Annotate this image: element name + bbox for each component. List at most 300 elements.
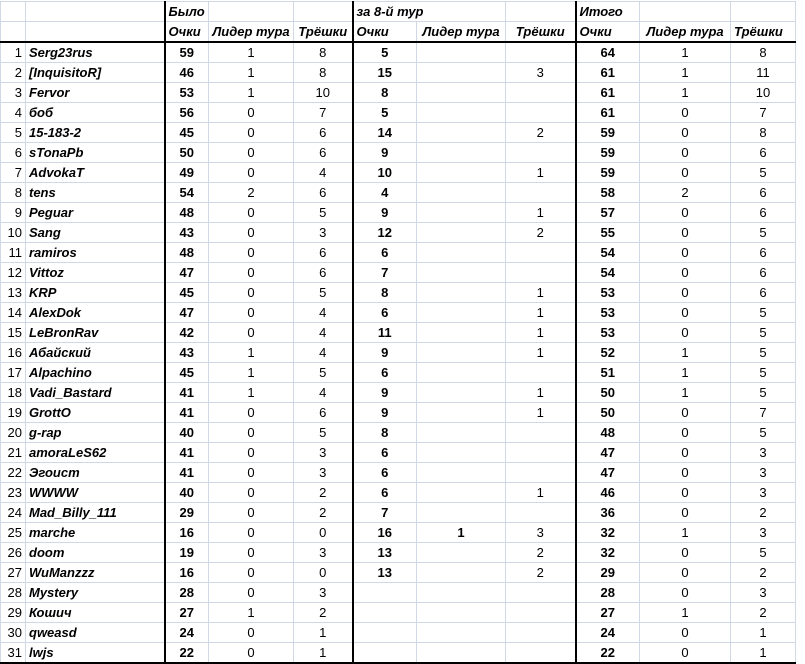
before-threes-cell[interactable]: 4 (294, 303, 353, 323)
round-points-cell[interactable] (353, 603, 417, 623)
total-threes-cell[interactable]: 7 (731, 103, 796, 123)
before-points-cell[interactable]: 45 (165, 283, 209, 303)
round-points-cell[interactable] (353, 643, 417, 664)
round-leader-cell[interactable] (417, 323, 506, 343)
total-points-cell[interactable]: 51 (576, 363, 640, 383)
round-threes-cell[interactable] (506, 583, 576, 603)
total-points-cell[interactable]: 48 (576, 423, 640, 443)
total-points-cell[interactable]: 54 (576, 263, 640, 283)
total-points-cell[interactable]: 57 (576, 203, 640, 223)
total-threes-cell[interactable]: 3 (731, 523, 796, 543)
total-leader-cell[interactable]: 0 (640, 203, 731, 223)
total-points-cell[interactable]: 32 (576, 543, 640, 563)
before-points-cell[interactable]: 41 (165, 403, 209, 423)
total-points-cell[interactable]: 52 (576, 343, 640, 363)
player-name-cell[interactable]: боб (26, 103, 165, 123)
player-name-cell[interactable]: Mad_Billy_111 (26, 503, 165, 523)
total-points-cell[interactable]: 61 (576, 63, 640, 83)
total-points-cell[interactable]: 59 (576, 163, 640, 183)
round-points-cell[interactable]: 6 (353, 483, 417, 503)
round-leader-cell[interactable] (417, 563, 506, 583)
round-leader-cell[interactable] (417, 443, 506, 463)
row-number-cell[interactable]: 28 (1, 583, 26, 603)
total-threes-cell[interactable]: 5 (731, 343, 796, 363)
player-name-cell[interactable]: AlexDok (26, 303, 165, 323)
round-points-cell[interactable]: 6 (353, 463, 417, 483)
before-threes-cell[interactable]: 3 (294, 443, 353, 463)
before-points-header[interactable]: Очки (165, 22, 209, 43)
player-name-cell[interactable]: Serg23rus (26, 42, 165, 63)
before-threes-cell[interactable]: 4 (294, 343, 353, 363)
total-threes-cell[interactable]: 5 (731, 363, 796, 383)
total-points-cell[interactable]: 47 (576, 443, 640, 463)
round-leader-cell[interactable] (417, 543, 506, 563)
total-leader-cell[interactable]: 0 (640, 283, 731, 303)
before-leader-cell[interactable]: 0 (209, 303, 294, 323)
player-name-cell[interactable]: Абайский (26, 343, 165, 363)
total-threes-cell[interactable]: 11 (731, 63, 796, 83)
round-threes-cell[interactable] (506, 243, 576, 263)
before-points-cell[interactable]: 50 (165, 143, 209, 163)
round-threes-cell[interactable] (506, 503, 576, 523)
before-leader-cell[interactable]: 0 (209, 443, 294, 463)
row-number-cell[interactable]: 29 (1, 603, 26, 623)
round-threes-cell[interactable] (506, 443, 576, 463)
total-points-cell[interactable]: 46 (576, 483, 640, 503)
player-name-cell[interactable]: tens (26, 183, 165, 203)
before-leader-cell[interactable]: 0 (209, 623, 294, 643)
round-points-cell[interactable]: 7 (353, 263, 417, 283)
total-leader-cell[interactable]: 1 (640, 343, 731, 363)
round-leader-cell[interactable] (417, 283, 506, 303)
player-name-cell[interactable]: Sang (26, 223, 165, 243)
round-points-cell[interactable]: 6 (353, 443, 417, 463)
before-leader-cell[interactable]: 0 (209, 583, 294, 603)
before-leader-cell[interactable]: 1 (209, 343, 294, 363)
total-threes-cell[interactable]: 3 (731, 463, 796, 483)
round-points-cell[interactable]: 6 (353, 363, 417, 383)
total-points-cell[interactable]: 50 (576, 403, 640, 423)
round-points-cell[interactable] (353, 623, 417, 643)
before-threes-cell[interactable]: 1 (294, 623, 353, 643)
before-threes-cell[interactable]: 2 (294, 503, 353, 523)
round-points-cell[interactable]: 9 (353, 383, 417, 403)
before-leader-cell[interactable]: 0 (209, 163, 294, 183)
total-points-cell[interactable]: 54 (576, 243, 640, 263)
before-leader-cell[interactable]: 0 (209, 283, 294, 303)
round-threes-cell[interactable]: 1 (506, 303, 576, 323)
round-leader-cell[interactable] (417, 403, 506, 423)
row-number-cell[interactable]: 31 (1, 643, 26, 664)
round-threes-cell[interactable]: 1 (506, 383, 576, 403)
group-total-header[interactable]: Итого (576, 2, 640, 22)
total-leader-cell[interactable]: 1 (640, 603, 731, 623)
before-points-cell[interactable]: 24 (165, 623, 209, 643)
before-threes-cell[interactable]: 0 (294, 563, 353, 583)
total-points-cell[interactable]: 32 (576, 523, 640, 543)
before-leader-cell[interactable]: 0 (209, 643, 294, 664)
round-leader-cell[interactable] (417, 143, 506, 163)
round-points-cell[interactable]: 9 (353, 203, 417, 223)
row-number-cell[interactable]: 15 (1, 323, 26, 343)
round-points-cell[interactable]: 6 (353, 303, 417, 323)
before-threes-cell[interactable]: 5 (294, 283, 353, 303)
round-leader-cell[interactable] (417, 83, 506, 103)
player-name-cell[interactable]: Fervor (26, 83, 165, 103)
round-points-cell[interactable]: 8 (353, 283, 417, 303)
round-leader-cell[interactable] (417, 123, 506, 143)
before-threes-cell[interactable]: 4 (294, 383, 353, 403)
round-leader-cell[interactable] (417, 163, 506, 183)
round-points-cell[interactable]: 9 (353, 403, 417, 423)
before-threes-cell[interactable]: 4 (294, 323, 353, 343)
player-name-cell[interactable]: GrottO (26, 403, 165, 423)
total-points-header[interactable]: Очки (576, 22, 640, 43)
round-points-cell[interactable]: 14 (353, 123, 417, 143)
total-threes-cell[interactable]: 5 (731, 163, 796, 183)
total-leader-cell[interactable]: 2 (640, 183, 731, 203)
player-name-cell[interactable]: Vittoz (26, 263, 165, 283)
row-number-cell[interactable]: 2 (1, 63, 26, 83)
total-leader-cell[interactable]: 0 (640, 103, 731, 123)
round-leader-cell[interactable] (417, 623, 506, 643)
before-leader-cell[interactable]: 0 (209, 423, 294, 443)
player-name-cell[interactable]: LeBronRav (26, 323, 165, 343)
round-threes-cell[interactable] (506, 643, 576, 664)
before-leader-cell[interactable]: 0 (209, 243, 294, 263)
row-number-cell[interactable]: 18 (1, 383, 26, 403)
before-threes-cell[interactable]: 2 (294, 483, 353, 503)
total-points-cell[interactable]: 64 (576, 42, 640, 63)
round-threes-cell[interactable]: 3 (506, 523, 576, 543)
total-points-cell[interactable]: 22 (576, 643, 640, 664)
row-number-cell[interactable]: 1 (1, 42, 26, 63)
round-leader-cell[interactable] (417, 603, 506, 623)
round-leader-cell[interactable] (417, 423, 506, 443)
before-leader-cell[interactable]: 0 (209, 463, 294, 483)
total-points-cell[interactable]: 55 (576, 223, 640, 243)
row-number-cell[interactable]: 25 (1, 523, 26, 543)
before-threes-cell[interactable]: 6 (294, 403, 353, 423)
before-threes-cell[interactable]: 8 (294, 42, 353, 63)
row-number-cell[interactable]: 8 (1, 183, 26, 203)
before-threes-cell[interactable]: 6 (294, 123, 353, 143)
before-threes-cell[interactable]: 3 (294, 583, 353, 603)
before-points-cell[interactable]: 47 (165, 263, 209, 283)
total-threes-cell[interactable]: 6 (731, 183, 796, 203)
round-threes-cell[interactable]: 2 (506, 563, 576, 583)
row-number-cell[interactable]: 23 (1, 483, 26, 503)
before-leader-cell[interactable]: 0 (209, 483, 294, 503)
total-leader-cell[interactable]: 0 (640, 583, 731, 603)
row-number-cell[interactable]: 14 (1, 303, 26, 323)
total-leader-cell[interactable]: 0 (640, 303, 731, 323)
round-points-cell[interactable]: 5 (353, 42, 417, 63)
total-points-cell[interactable]: 53 (576, 303, 640, 323)
before-points-cell[interactable]: 27 (165, 603, 209, 623)
row-number-cell[interactable]: 20 (1, 423, 26, 443)
total-threes-cell[interactable]: 5 (731, 423, 796, 443)
row-number-cell[interactable]: 11 (1, 243, 26, 263)
total-points-cell[interactable]: 24 (576, 623, 640, 643)
before-threes-header[interactable]: Трёшки (294, 22, 353, 43)
total-threes-cell[interactable]: 6 (731, 283, 796, 303)
round-points-cell[interactable]: 5 (353, 103, 417, 123)
round-threes-cell[interactable] (506, 103, 576, 123)
round-threes-cell[interactable] (506, 263, 576, 283)
before-points-cell[interactable]: 16 (165, 563, 209, 583)
before-threes-cell[interactable]: 6 (294, 143, 353, 163)
total-leader-cell[interactable]: 0 (640, 323, 731, 343)
round-leader-cell[interactable] (417, 303, 506, 323)
total-threes-cell[interactable]: 6 (731, 263, 796, 283)
round-threes-cell[interactable] (506, 623, 576, 643)
row-number-cell[interactable]: 5 (1, 123, 26, 143)
round-points-cell[interactable]: 9 (353, 143, 417, 163)
round-leader-cell[interactable] (417, 203, 506, 223)
before-threes-cell[interactable]: 1 (294, 643, 353, 664)
before-leader-cell[interactable]: 0 (209, 403, 294, 423)
total-points-cell[interactable]: 36 (576, 503, 640, 523)
row-number-cell[interactable]: 22 (1, 463, 26, 483)
total-leader-cell[interactable]: 1 (640, 83, 731, 103)
group-before-header[interactable]: Было (165, 2, 209, 22)
total-threes-cell[interactable]: 3 (731, 483, 796, 503)
total-threes-cell[interactable]: 8 (731, 42, 796, 63)
before-leader-cell[interactable]: 1 (209, 42, 294, 63)
total-points-cell[interactable]: 47 (576, 463, 640, 483)
round-points-cell[interactable]: 8 (353, 423, 417, 443)
before-leader-cell[interactable]: 0 (209, 503, 294, 523)
round-leader-cell[interactable] (417, 503, 506, 523)
row-number-cell[interactable]: 13 (1, 283, 26, 303)
before-points-cell[interactable]: 28 (165, 583, 209, 603)
round-leader-cell[interactable] (417, 42, 506, 63)
round-threes-cell[interactable] (506, 603, 576, 623)
round-points-cell[interactable]: 15 (353, 63, 417, 83)
round-points-cell[interactable]: 9 (353, 343, 417, 363)
before-leader-cell[interactable]: 1 (209, 363, 294, 383)
before-leader-cell[interactable]: 0 (209, 323, 294, 343)
round-points-cell[interactable]: 7 (353, 503, 417, 523)
total-points-cell[interactable]: 59 (576, 123, 640, 143)
before-leader-cell[interactable]: 0 (209, 143, 294, 163)
before-threes-cell[interactable]: 0 (294, 523, 353, 543)
before-leader-cell[interactable]: 0 (209, 223, 294, 243)
before-points-cell[interactable]: 29 (165, 503, 209, 523)
total-leader-cell[interactable]: 0 (640, 443, 731, 463)
round-threes-cell[interactable]: 3 (506, 63, 576, 83)
total-threes-cell[interactable]: 6 (731, 143, 796, 163)
round-leader-cell[interactable] (417, 383, 506, 403)
total-points-cell[interactable]: 53 (576, 323, 640, 343)
total-points-cell[interactable]: 27 (576, 603, 640, 623)
player-name-cell[interactable]: marche (26, 523, 165, 543)
total-threes-cell[interactable]: 3 (731, 443, 796, 463)
total-points-cell[interactable]: 61 (576, 83, 640, 103)
round-points-header[interactable]: Очки (353, 22, 417, 43)
round-threes-cell[interactable]: 2 (506, 123, 576, 143)
row-number-cell[interactable]: 17 (1, 363, 26, 383)
row-number-cell[interactable]: 7 (1, 163, 26, 183)
player-name-cell[interactable]: KRP (26, 283, 165, 303)
before-points-cell[interactable]: 56 (165, 103, 209, 123)
before-threes-cell[interactable]: 8 (294, 63, 353, 83)
player-name-cell[interactable]: WuManzzz (26, 563, 165, 583)
total-points-cell[interactable]: 28 (576, 583, 640, 603)
round-points-cell[interactable]: 11 (353, 323, 417, 343)
round-points-cell[interactable]: 13 (353, 563, 417, 583)
total-points-cell[interactable]: 53 (576, 283, 640, 303)
player-name-cell[interactable]: lwjs (26, 643, 165, 664)
round-leader-cell[interactable] (417, 243, 506, 263)
before-points-cell[interactable]: 16 (165, 523, 209, 543)
before-threes-cell[interactable]: 4 (294, 163, 353, 183)
total-leader-header[interactable]: Лидер тура (640, 22, 731, 43)
before-leader-cell[interactable]: 0 (209, 123, 294, 143)
total-points-cell[interactable]: 59 (576, 143, 640, 163)
before-leader-cell[interactable]: 0 (209, 523, 294, 543)
before-points-cell[interactable]: 40 (165, 483, 209, 503)
player-name-cell[interactable]: [InquisitoR] (26, 63, 165, 83)
player-name-cell[interactable]: ramiros (26, 243, 165, 263)
player-name-cell[interactable]: sTonaPb (26, 143, 165, 163)
total-threes-cell[interactable]: 3 (731, 583, 796, 603)
row-number-cell[interactable]: 6 (1, 143, 26, 163)
before-points-cell[interactable]: 43 (165, 343, 209, 363)
row-number-cell[interactable]: 9 (1, 203, 26, 223)
total-leader-cell[interactable]: 0 (640, 223, 731, 243)
before-points-cell[interactable]: 42 (165, 323, 209, 343)
total-leader-cell[interactable]: 1 (640, 63, 731, 83)
player-name-cell[interactable]: AdvokaT (26, 163, 165, 183)
before-points-cell[interactable]: 48 (165, 203, 209, 223)
row-number-cell[interactable]: 24 (1, 503, 26, 523)
before-threes-cell[interactable]: 5 (294, 363, 353, 383)
player-name-cell[interactable]: Vadi_Bastard (26, 383, 165, 403)
before-threes-cell[interactable]: 3 (294, 223, 353, 243)
player-name-cell[interactable]: Alpachino (26, 363, 165, 383)
before-points-cell[interactable]: 53 (165, 83, 209, 103)
before-threes-cell[interactable]: 6 (294, 263, 353, 283)
before-points-cell[interactable]: 59 (165, 42, 209, 63)
total-leader-cell[interactable]: 0 (640, 263, 731, 283)
total-points-cell[interactable]: 29 (576, 563, 640, 583)
before-leader-cell[interactable]: 1 (209, 603, 294, 623)
total-threes-cell[interactable]: 5 (731, 543, 796, 563)
round-leader-cell[interactable] (417, 63, 506, 83)
before-points-cell[interactable]: 41 (165, 463, 209, 483)
before-threes-cell[interactable]: 5 (294, 423, 353, 443)
round-leader-cell[interactable]: 1 (417, 523, 506, 543)
before-points-cell[interactable]: 22 (165, 643, 209, 664)
before-threes-cell[interactable]: 7 (294, 103, 353, 123)
before-threes-cell[interactable]: 3 (294, 543, 353, 563)
before-threes-cell[interactable]: 5 (294, 203, 353, 223)
round-threes-cell[interactable]: 1 (506, 323, 576, 343)
before-points-cell[interactable]: 49 (165, 163, 209, 183)
total-leader-cell[interactable]: 0 (640, 503, 731, 523)
round-threes-cell[interactable]: 2 (506, 543, 576, 563)
before-points-cell[interactable]: 43 (165, 223, 209, 243)
total-leader-cell[interactable]: 0 (640, 423, 731, 443)
before-leader-cell[interactable]: 1 (209, 83, 294, 103)
before-points-cell[interactable]: 47 (165, 303, 209, 323)
round-threes-cell[interactable]: 1 (506, 343, 576, 363)
player-name-cell[interactable]: WWWW (26, 483, 165, 503)
round-points-cell[interactable]: 12 (353, 223, 417, 243)
before-leader-cell[interactable]: 0 (209, 543, 294, 563)
player-name-cell[interactable]: Эгоист (26, 463, 165, 483)
total-leader-cell[interactable]: 1 (640, 383, 731, 403)
before-leader-cell[interactable]: 1 (209, 63, 294, 83)
before-leader-cell[interactable]: 0 (209, 103, 294, 123)
total-leader-cell[interactable]: 0 (640, 483, 731, 503)
total-threes-cell[interactable]: 6 (731, 203, 796, 223)
total-threes-cell[interactable]: 5 (731, 223, 796, 243)
before-threes-cell[interactable]: 6 (294, 183, 353, 203)
before-points-cell[interactable]: 46 (165, 63, 209, 83)
round-leader-cell[interactable] (417, 263, 506, 283)
total-leader-cell[interactable]: 0 (640, 123, 731, 143)
before-points-cell[interactable]: 45 (165, 123, 209, 143)
total-threes-cell[interactable]: 5 (731, 323, 796, 343)
row-number-cell[interactable]: 27 (1, 563, 26, 583)
total-points-cell[interactable]: 50 (576, 383, 640, 403)
round-points-cell[interactable] (353, 583, 417, 603)
row-number-cell[interactable]: 19 (1, 403, 26, 423)
round-points-cell[interactable]: 10 (353, 163, 417, 183)
total-threes-cell[interactable]: 1 (731, 643, 796, 664)
total-leader-cell[interactable]: 0 (640, 403, 731, 423)
round-leader-cell[interactable] (417, 223, 506, 243)
round-threes-cell[interactable]: 1 (506, 203, 576, 223)
round-threes-cell[interactable]: 1 (506, 403, 576, 423)
total-leader-cell[interactable]: 0 (640, 543, 731, 563)
total-threes-header[interactable]: Трёшки (731, 22, 796, 43)
row-number-cell[interactable]: 21 (1, 443, 26, 463)
before-points-cell[interactable]: 45 (165, 363, 209, 383)
round-threes-cell[interactable] (506, 363, 576, 383)
total-leader-cell[interactable]: 0 (640, 163, 731, 183)
group-round-header[interactable]: за 8-й тур (353, 2, 506, 22)
row-number-cell[interactable]: 12 (1, 263, 26, 283)
total-points-cell[interactable]: 61 (576, 103, 640, 123)
total-leader-cell[interactable]: 0 (640, 143, 731, 163)
before-leader-cell[interactable]: 1 (209, 383, 294, 403)
round-points-cell[interactable]: 13 (353, 543, 417, 563)
row-number-cell[interactable]: 16 (1, 343, 26, 363)
row-number-cell[interactable]: 10 (1, 223, 26, 243)
before-points-cell[interactable]: 40 (165, 423, 209, 443)
round-threes-cell[interactable]: 1 (506, 163, 576, 183)
before-points-cell[interactable]: 19 (165, 543, 209, 563)
total-leader-cell[interactable]: 1 (640, 42, 731, 63)
round-leader-cell[interactable] (417, 643, 506, 664)
row-number-cell[interactable]: 30 (1, 623, 26, 643)
before-leader-cell[interactable]: 2 (209, 183, 294, 203)
round-points-cell[interactable]: 16 (353, 523, 417, 543)
before-leader-cell[interactable]: 0 (209, 263, 294, 283)
before-leader-cell[interactable]: 0 (209, 563, 294, 583)
round-points-cell[interactable]: 6 (353, 243, 417, 263)
before-points-cell[interactable]: 54 (165, 183, 209, 203)
total-threes-cell[interactable]: 1 (731, 623, 796, 643)
player-name-cell[interactable]: Peguar (26, 203, 165, 223)
before-threes-cell[interactable]: 2 (294, 603, 353, 623)
before-threes-cell[interactable]: 6 (294, 243, 353, 263)
total-leader-cell[interactable]: 0 (640, 563, 731, 583)
